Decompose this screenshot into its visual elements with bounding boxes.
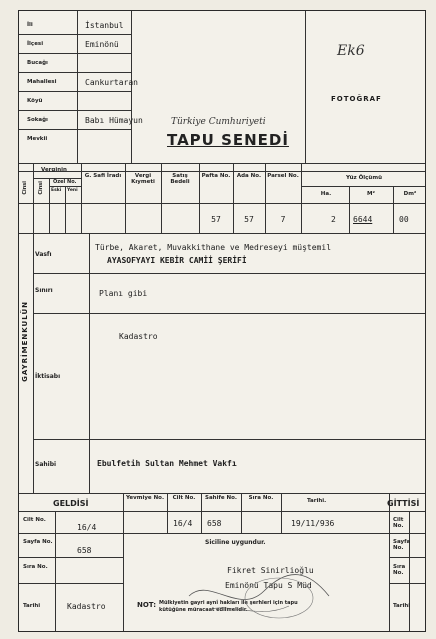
row-tarih-value: 19/11/936: [291, 519, 335, 528]
signature-stamp-scribble: [169, 536, 339, 631]
divider: [125, 164, 126, 233]
divider: [409, 511, 410, 632]
location-label: Bucağı: [27, 60, 48, 66]
location-row-divider: [19, 34, 131, 35]
m2-header: M²: [367, 191, 375, 197]
location-row-divider: [19, 53, 131, 54]
location-row-divider: [19, 129, 131, 130]
cilt-label-right: Cilt No.: [393, 517, 404, 529]
sinir-label: Sınırı: [35, 287, 53, 294]
tarihi-header: Tarihi.: [307, 498, 327, 504]
divider: [233, 164, 234, 233]
divider: [389, 493, 390, 632]
vergi-kiymeti-header: Vergi Kıymeti: [131, 173, 155, 185]
parsel-value: 7: [280, 215, 286, 224]
cins-header-2: Cinsi: [38, 181, 44, 195]
location-label: İlçesi: [27, 41, 44, 47]
divider: [89, 233, 90, 493]
pafta-value: 57: [211, 215, 221, 224]
ozel-no-header: Özel No.: [53, 179, 77, 185]
divider: [389, 533, 426, 534]
republic-heading: Türkiye Cumhuriyeti: [171, 117, 266, 127]
divider: [49, 186, 81, 187]
vasfi-line-2: AYASOFYAYI KEBİR CAMİİ ŞERİFİ: [107, 256, 247, 265]
dm2-value: 00: [399, 215, 409, 224]
ada-value: 57: [244, 215, 254, 224]
sahife-header: Sahife No.: [205, 495, 237, 501]
kadastro-footer-value: Kadastro: [67, 602, 106, 611]
ada-header: Ada No.: [236, 173, 262, 179]
divider: [201, 493, 202, 533]
sayfa-value: 658: [77, 546, 92, 555]
location-value: Eminönü: [85, 40, 119, 49]
gittisi-heading: GİTTİSİ: [387, 499, 420, 508]
ha-header: Ha.: [320, 191, 332, 197]
row-cilt-value: 16/4: [173, 519, 193, 528]
location-value: Babı Hümayun: [85, 116, 143, 125]
area-header: Yüz Ölçümü: [346, 175, 382, 181]
satis-bedeli-header: Satış Bedeli: [170, 173, 190, 185]
sira-label-right: Sıra No.: [393, 564, 406, 576]
photo-label: FOTOĞRAF: [331, 95, 382, 103]
signatory-office: Eminönü Tapu S Müd: [225, 581, 312, 590]
annex-handwriting: Ek6: [337, 43, 365, 59]
sicil-note: Siciline uygundur.: [205, 539, 266, 546]
sayfa-label: Sayfa No.: [23, 539, 53, 545]
property-side-label: GAYRİMENKULÜN: [21, 301, 29, 382]
location-label: Sokağı: [27, 117, 48, 123]
geldisi-heading: GELDİSİ: [53, 499, 89, 508]
m2-value: 6644: [353, 215, 373, 224]
divider: [167, 493, 168, 533]
row-sahife-value: 658: [207, 519, 222, 528]
divider: [241, 493, 242, 533]
divider: [301, 186, 426, 187]
location-column-divider: [77, 11, 78, 163]
sira-label: Sıra No.: [23, 564, 48, 570]
sahibi-label: Sahibi: [35, 461, 57, 468]
pafta-header: Pafta No.: [201, 173, 231, 179]
sayfa-label-right: Sayfa No.: [393, 539, 411, 551]
divider: [81, 164, 82, 233]
divider: [19, 493, 426, 494]
divider: [33, 164, 34, 233]
location-label: Mevkii: [27, 136, 48, 142]
divider: [161, 164, 162, 233]
document-title: TAPU SENEDİ: [167, 131, 289, 149]
divider: [281, 493, 282, 533]
tarih-label-right: Tarihi: [393, 603, 411, 609]
divider: [131, 11, 132, 163]
location-value: Cankurtaran: [85, 78, 138, 87]
cilt-value: 16/4: [77, 523, 97, 532]
location-label: İli: [27, 22, 33, 28]
yeni-header: Yeni: [67, 188, 78, 193]
divider: [19, 511, 426, 512]
divider: [33, 273, 426, 274]
kadastro-value: Kadastro: [119, 332, 158, 341]
parsel-header: Parsel No.: [267, 173, 299, 179]
divider: [55, 511, 56, 632]
sahibi-value: Ebulfetih Sultan Mehmet Vakfı: [97, 459, 237, 468]
divider: [19, 583, 123, 584]
divider: [301, 164, 302, 233]
sinir-value: Planı gibi: [99, 289, 148, 298]
eski-header: Eski: [51, 188, 62, 193]
sira-header: Sıra No.: [248, 495, 274, 501]
tarih-label: Tarihi: [23, 603, 41, 609]
divider: [389, 583, 426, 584]
vasfi-label: Vasfı: [35, 251, 52, 258]
location-row-divider: [19, 110, 131, 111]
divider: [19, 557, 123, 558]
divider: [33, 439, 426, 440]
divider: [305, 11, 306, 163]
location-row-divider: [19, 91, 131, 92]
title-deed-document: [18, 10, 426, 632]
divider: [199, 164, 200, 233]
location-label: Köyü: [27, 98, 43, 104]
cilt-header: Cilt No.: [172, 495, 196, 501]
divider: [123, 533, 389, 534]
cilt-label: Cilt No.: [23, 517, 46, 523]
location-row-divider: [19, 72, 131, 73]
gsafi-header: G. Safi İradı: [84, 173, 122, 179]
divider: [33, 233, 34, 493]
cins-header: Cinsi: [22, 181, 28, 195]
iktisap-label: İktisabı: [35, 373, 61, 380]
location-label: Mahallesi: [27, 79, 57, 85]
location-value: İstanbul: [85, 21, 124, 30]
dm2-header: Dm²: [403, 191, 417, 197]
signatory-name: Fikret Sinirlioğlu: [227, 566, 314, 575]
note-text: Mülkiyetin gayri aynî hakları ile şerhleri için tapu kütüğüne müracaat edilmelidir.: [159, 600, 298, 613]
divider: [19, 533, 123, 534]
divider: [19, 233, 426, 234]
divider: [389, 557, 426, 558]
vergi-header: Verginin: [41, 167, 67, 173]
divider: [65, 186, 66, 233]
divider: [33, 313, 426, 314]
ha-value: 2: [331, 215, 336, 224]
yevmiye-header: Yevmiye No.: [125, 495, 165, 501]
divider: [123, 493, 124, 632]
vasfi-line-1: Türbe, Akaret, Muvakkithane ve Medreseyi müştemil: [95, 243, 332, 252]
note-label: NOT:: [137, 601, 157, 609]
divider: [265, 164, 266, 233]
